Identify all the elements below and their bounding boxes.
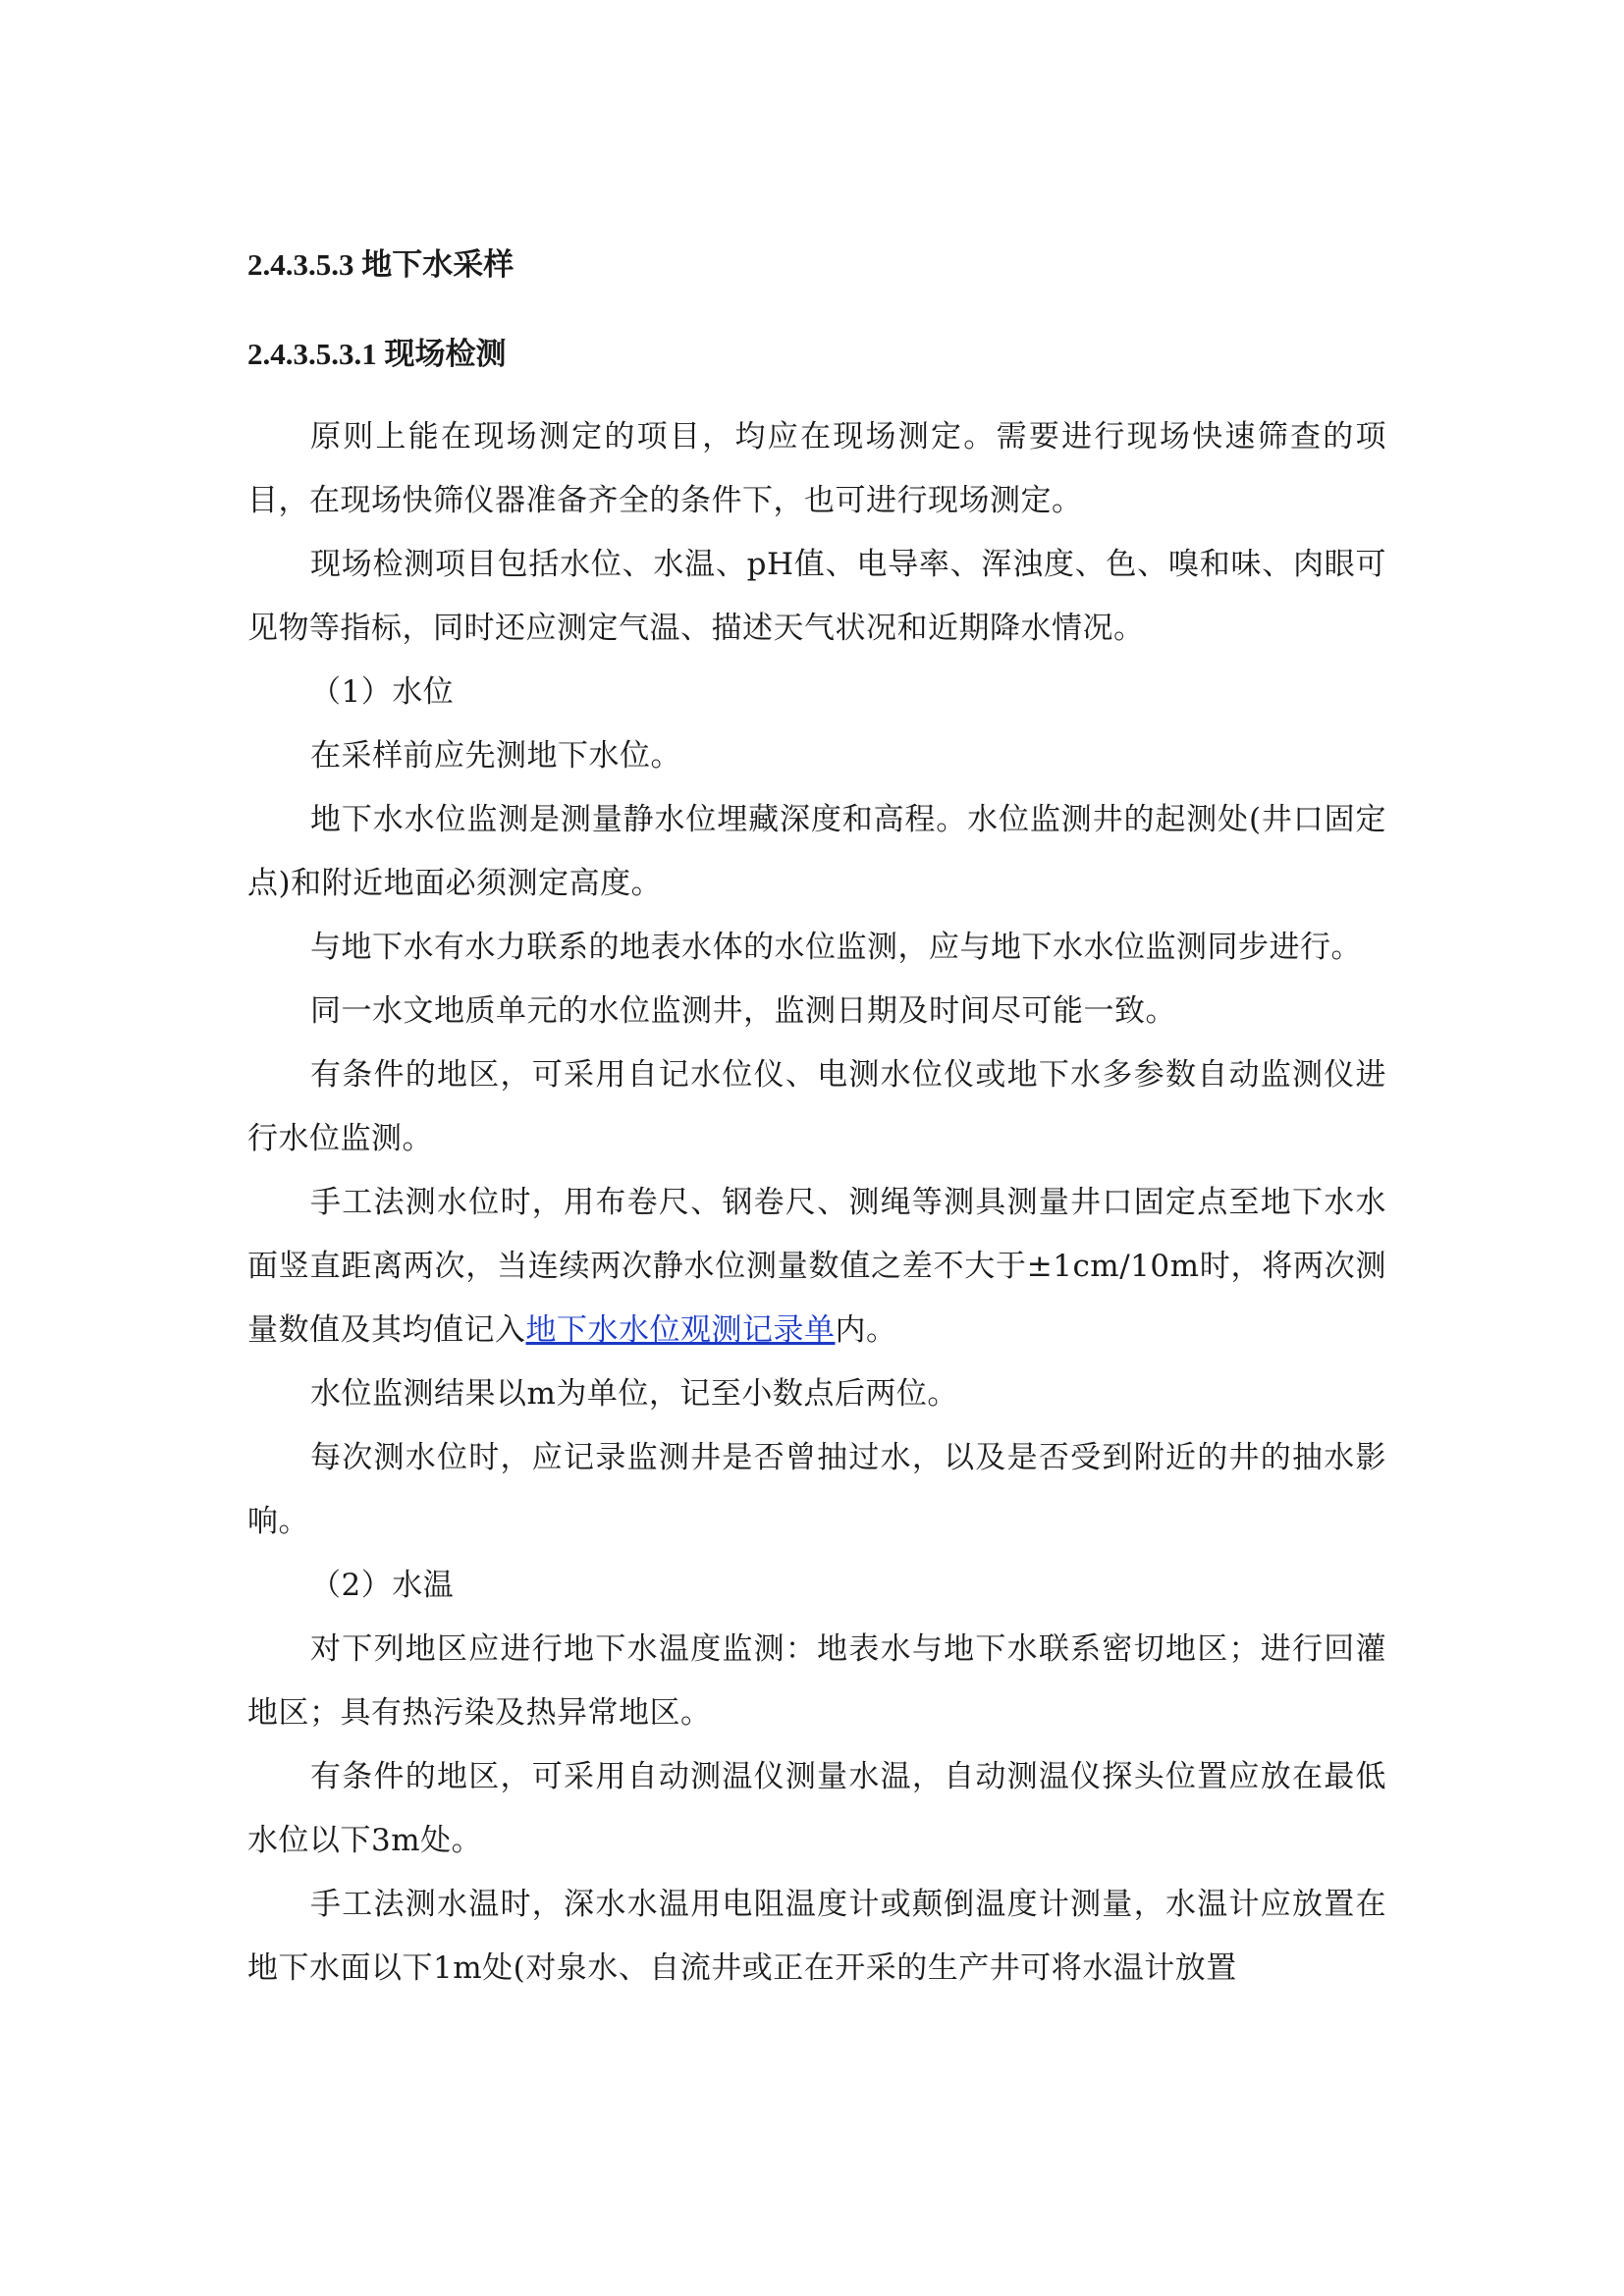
paragraph-pumping-record: 每次测水位时，应记录监测井是否曾抽过水，以及是否受到附近的井的抽水影响。 <box>247 1440 1386 1539</box>
paragraph-auto-temp: 有条件的地区，可采用自动测温仪测量水温，自动测温仪探头位置应放在最低水位以下3m处。 <box>247 1759 1386 1858</box>
paragraph-onsite-items: 现场检测项目包括水位、水温、pH值、电导率、浑浊度、色、嗅和味、肉眼可见物等指标，同时还应测定气温、描述天气状况和近期降水情况。 <box>247 547 1386 646</box>
paragraph-level-unit: 水位监测结果以m为单位，记至小数点后两位。 <box>310 1376 958 1412</box>
paragraph-onsite-principle: 原则上能在现场测定的项目，均应在现场测定。需要进行现场快速筛查的项目，在现场快筛仪器准备齐全的条件下，也可进行现场测定。 <box>247 419 1386 518</box>
paragraph-measure-first: 在采样前应先测地下水位。 <box>310 738 681 774</box>
subsection-heading: 2.4.3.5.3.1 现场检测 <box>247 337 507 371</box>
record-sheet-link[interactable]: 地下水水位观测记录单 <box>525 1312 836 1348</box>
paragraph-manual-level <box>247 1171 1386 1362</box>
paragraph-auto-instruments: 有条件的地区，可采用自记水位仪、电测水位仪或地下水多参数自动监测仪进行水位监测。 <box>247 1057 1386 1156</box>
item-water-level-title: （1）水位 <box>310 674 455 710</box>
section-heading: 2.4.3.5.3 地下水采样 <box>247 247 514 282</box>
item-water-temp-title: （2）水温 <box>310 1568 455 1603</box>
manual-level-tail: 内。 <box>835 1312 897 1348</box>
paragraph-surface-water-sync: 与地下水有水力联系的地表水体的水位监测，应与地下水水位监测同步进行。 <box>310 930 1362 965</box>
document-page <box>247 245 1386 2001</box>
paragraph-level-definition: 地下水水位监测是测量静水位埋藏深度和高程。水位监测井的起测处(井口固定点)和附近地面必须测定高度。 <box>247 802 1386 901</box>
paragraph-temp-regions: 对下列地区应进行地下水温度监测：地表水与地下水联系密切地区；进行回灌地区；具有热污染及热异常地区。 <box>247 1631 1386 1731</box>
manual-level-text: 手工法测水位时，用布卷尺、钢卷尺、测绳等测具测量井口固定点至地下水水面竖直距离两次，当连续两次静水位测量数值之差不大于±1cm/10m时，将两次测量数值及其均值记入 <box>247 1185 1386 1348</box>
paragraph-manual-temp: 手工法测水温时，深水水温用电阻温度计或颠倒温度计测量，水温计应放置在地下水面以下1m处(对泉水、自流井或正在开采的生产井可将水温计放置 <box>247 1887 1386 1986</box>
paragraph-same-unit: 同一水文地质单元的水位监测井，监测日期及时间尽可能一致。 <box>310 993 1176 1029</box>
